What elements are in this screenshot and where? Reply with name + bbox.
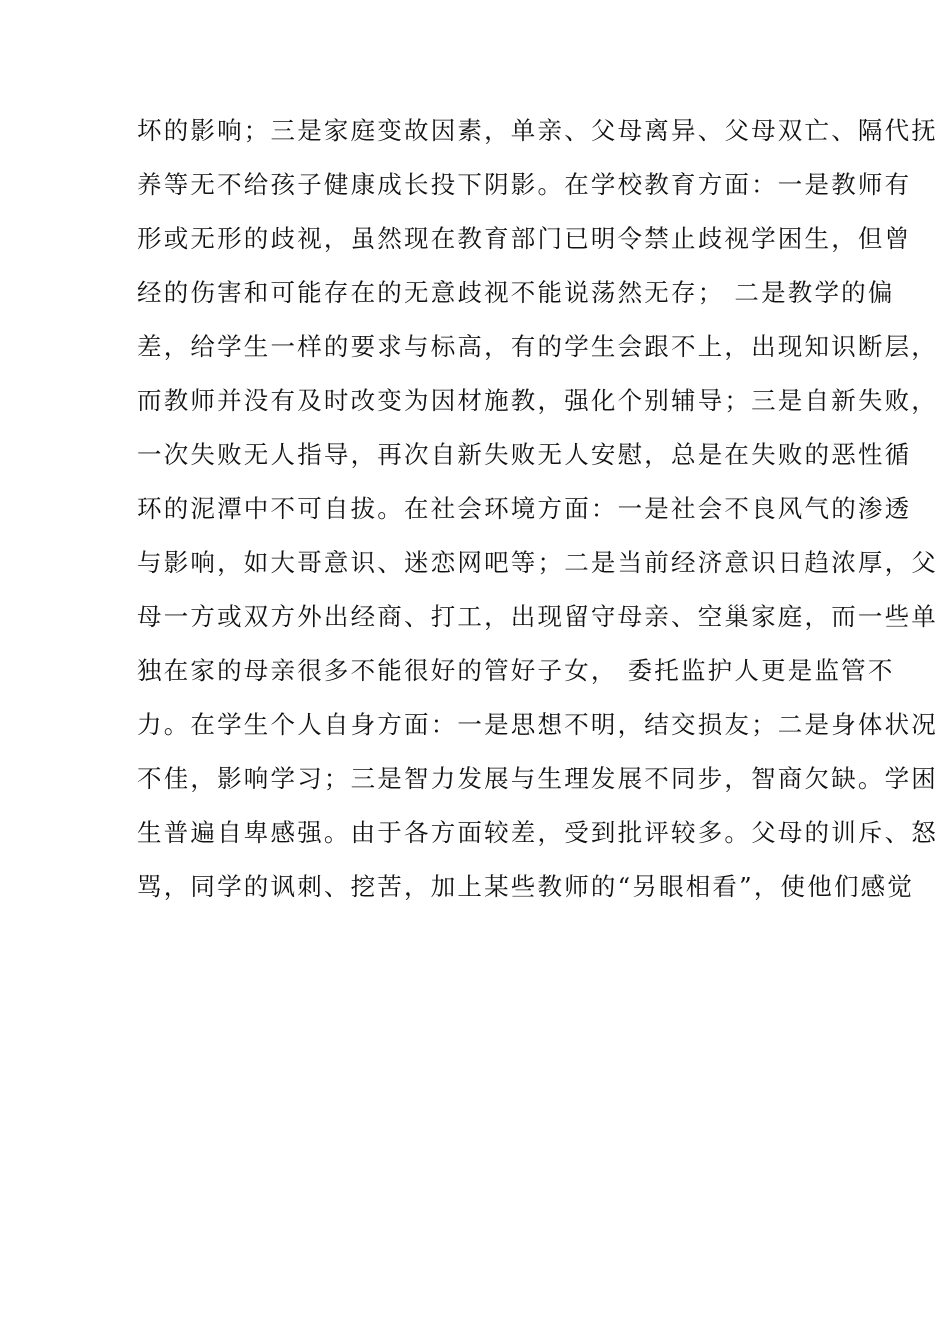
text-line: 生普遍自卑感强。由于各方面较差，受到批评较多。父母的训斥、怒	[137, 818, 938, 847]
text-line: 形或无形的歧视，虽然现在教育部门已明令禁止歧视学困生，但曾	[137, 224, 912, 253]
body-text	[137, 104, 938, 914]
text-line: 与影响，如大哥意识、迷恋网吧等；二是当前经济意识日趋浓厚，父	[137, 548, 938, 577]
text-line: 力。在学生个人自身方面：一是思想不明，结交损友；二是身体状况	[137, 710, 938, 739]
text-line: 不佳，影响学习；三是智力发展与生理发展不同步，智商欠缺。学困	[137, 764, 938, 793]
text-line: 坏的影响；三是家庭变故因素，单亲、父母离异、父母双亡、隔代抚	[137, 116, 938, 145]
text-line: 而教师并没有及时改变为因材施教，强化个别辅导；三是自新失败，	[137, 386, 938, 415]
text-line: 骂，同学的讽刺、挖苦，加上某些教师的“另眼相看”，使他们感觉	[137, 872, 915, 901]
text-line: 差，给学生一样的要求与标高，有的学生会跟不上，出现知识断层，	[137, 332, 938, 361]
text-line: 母一方或双方外出经商、打工，出现留守母亲、空巢家庭，而一些单	[137, 602, 938, 631]
text-line: 独在家的母亲很多不能很好的管好子女， 委托监护人更是监管不	[137, 656, 895, 685]
text-line: 一次失败无人指导，再次自新失败无人安慰，总是在失败的恶性循	[137, 440, 912, 469]
text-line: 经的伤害和可能存在的无意歧视不能说荡然无存； 二是教学的偏	[137, 278, 895, 307]
text-line: 养等无不给孩子健康成长投下阴影。在学校教育方面：一是教师有	[137, 170, 912, 199]
text-line: 环的泥潭中不可自拔。在社会环境方面：一是社会不良风气的渗透	[137, 494, 912, 523]
